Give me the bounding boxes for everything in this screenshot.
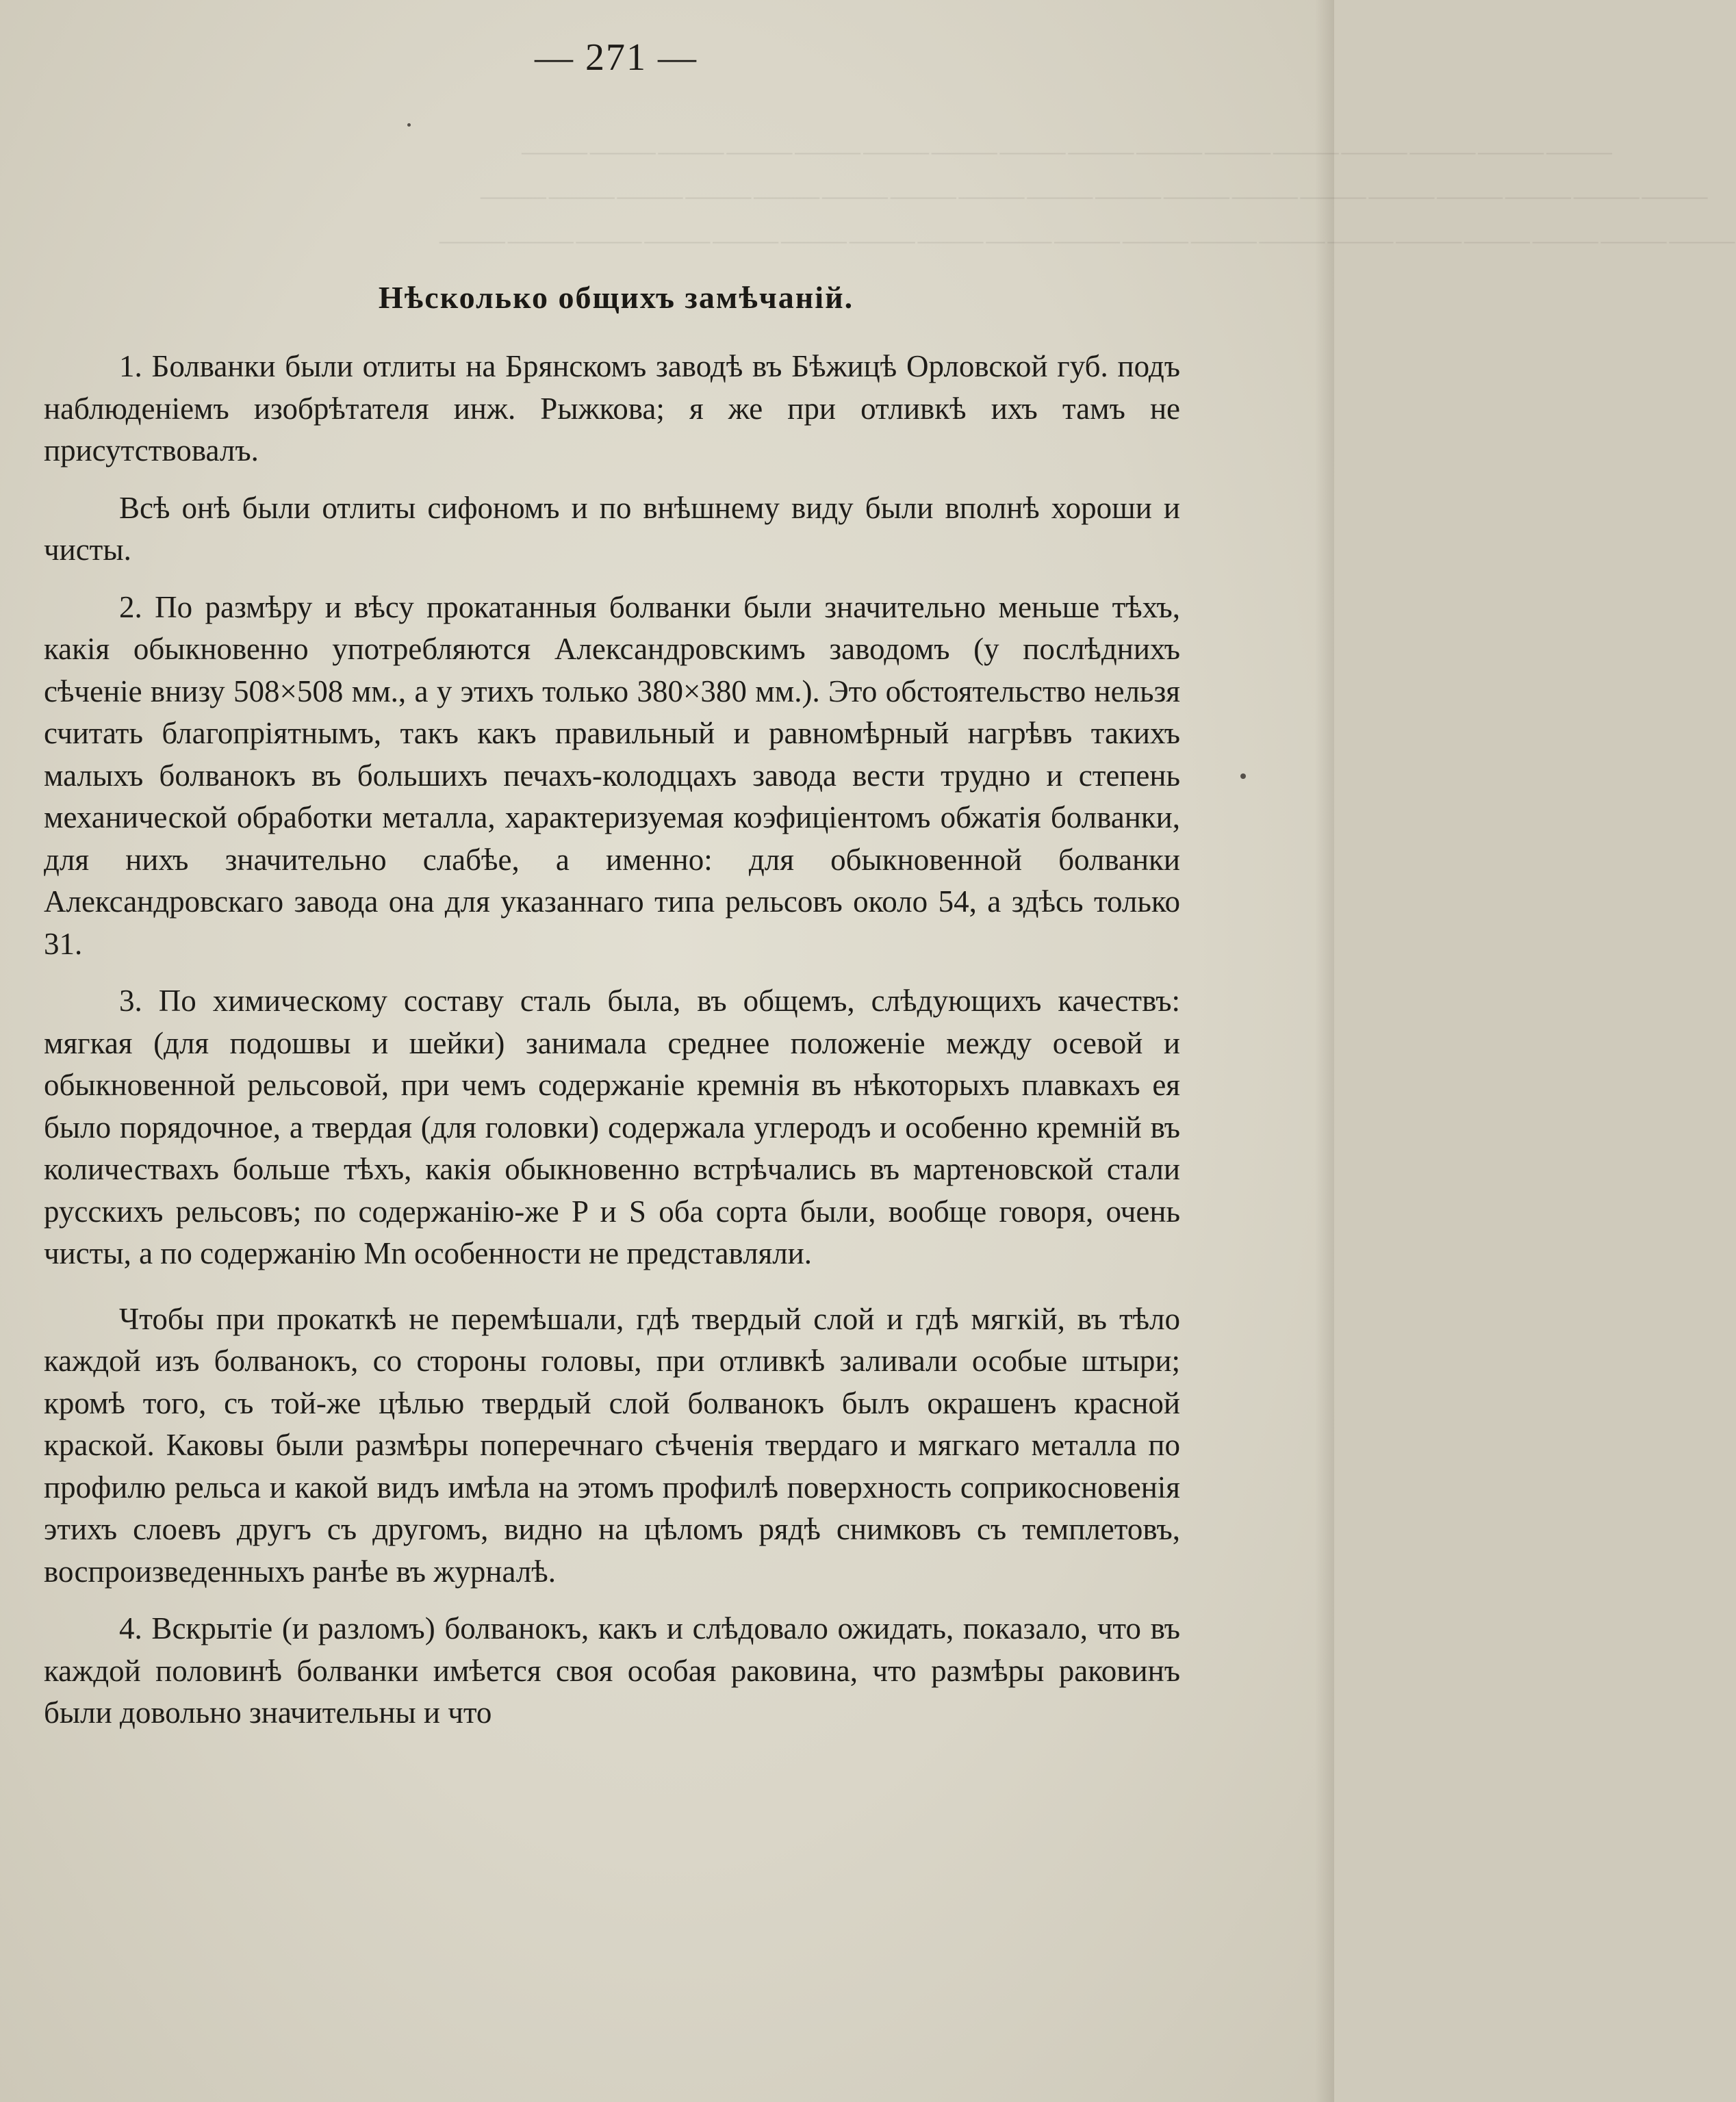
section-heading: Нѣсколько общихъ замѣчаній. <box>378 280 854 315</box>
page-number: — 271 — <box>535 36 698 79</box>
bleed-through: ⸻⸻⸻⸻⸻⸻⸻⸻⸻⸻⸻⸻⸻⸻⸻⸻ <box>520 136 1613 167</box>
paragraph-3: 2. По размѣру и вѣсу прокатанныя болванки были значительно меньше тѣхъ, какія обыкновенно употребляются Александровскимъ заводомъ (у послѣднихъ сѣченіе внизу 508×508 мм., а у этихъ только 380×380 мм.). Это обстоятельство нельзя считать благопріятнымъ, такъ какъ правильный и равномѣрный нагрѣвъ такихъ малыхъ болванокъ въ большихъ печахъ-колодцахъ завода вести трудно и степень механической обработки металла, характеризуемая коэфиціентомъ обжатія болванки, для нихъ значительно слабѣе, а именно: для обыкновенной болванки Александровскаго завода она для указаннаго типа рельсовъ около 54, а здѣсь только 31. <box>44 589 1180 961</box>
paragraph-6: 4. Вскрытіе (и разломъ) болванокъ, какъ и слѣдовало ожидать, показало, что въ каждой половинѣ болванки имѣется своя особая раковина, что размѣры раковинъ были довольно значительны и что <box>44 1611 1180 1730</box>
body-text <box>44 346 1180 1734</box>
paragraph-4: 3. По химическому составу сталь была, въ общемъ, слѣдующихъ качествъ: мягкая (для подошвы и шейки) занимала среднее положеніе между осевой и обыкновенной рельсовой, при чемъ содержаніе кремнія въ нѣкоторыхъ плавкахъ ея было порядочное, а твердая (для головки) содержала углеродъ и особенно кремній въ количествахъ больше тѣхъ, какія обыкновенно встрѣчались въ мартеновской стали русскихъ рельсовъ; по содержанію-же P и S оба сорта были, вообще говоря, очень чисты, а по содержанію Mn особенности не представляли. <box>44 984 1180 1270</box>
print-speck <box>1240 773 1246 779</box>
paragraph-2: Всѣ онѣ были отлиты сифономъ и по внѣшнему виду были вполнѣ хороши и чисты. <box>44 490 1180 567</box>
page-edge-shadow <box>1315 0 1334 2102</box>
paragraph-1: 1. Болванки были отлиты на Брянскомъ заводѣ въ Бѣжицѣ Орловской губ. подъ наблюденіемъ изобрѣтателя инж. Рыжкова; я же при отливкѣ ихъ тамъ не присутствовалъ. <box>44 349 1180 467</box>
paragraph-5: Чтобы при прокаткѣ не перемѣшали, гдѣ твердый слой и гдѣ мягкій, въ тѣло каждой изъ болванокъ, со стороны головы, при отливкѣ заливали особые штыри; кромѣ того, съ той-же цѣлью твердый слой болванокъ былъ окрашенъ красной краской. Каковы были размѣры поперечнаго сѣченія твердаго и мягкаго металла по профилю рельса и какой видъ имѣла на этомъ профилѣ поверхность соприкосновенія этихъ слоевъ другъ съ другомъ, видно на цѣломъ рядѣ снимковъ съ темплетовъ, воспроизведенныхъ ранѣе въ журналѣ. <box>44 1301 1180 1589</box>
bleed-through: ⸻⸻⸻⸻⸻⸻⸻⸻⸻⸻⸻⸻⸻⸻⸻⸻⸻⸻ <box>479 181 1709 212</box>
print-speck <box>407 123 411 127</box>
bleed-through: ⸻⸻⸻⸻⸻⸻⸻⸻⸻⸻⸻⸻⸻⸻⸻⸻⸻⸻⸻ <box>438 225 1736 256</box>
